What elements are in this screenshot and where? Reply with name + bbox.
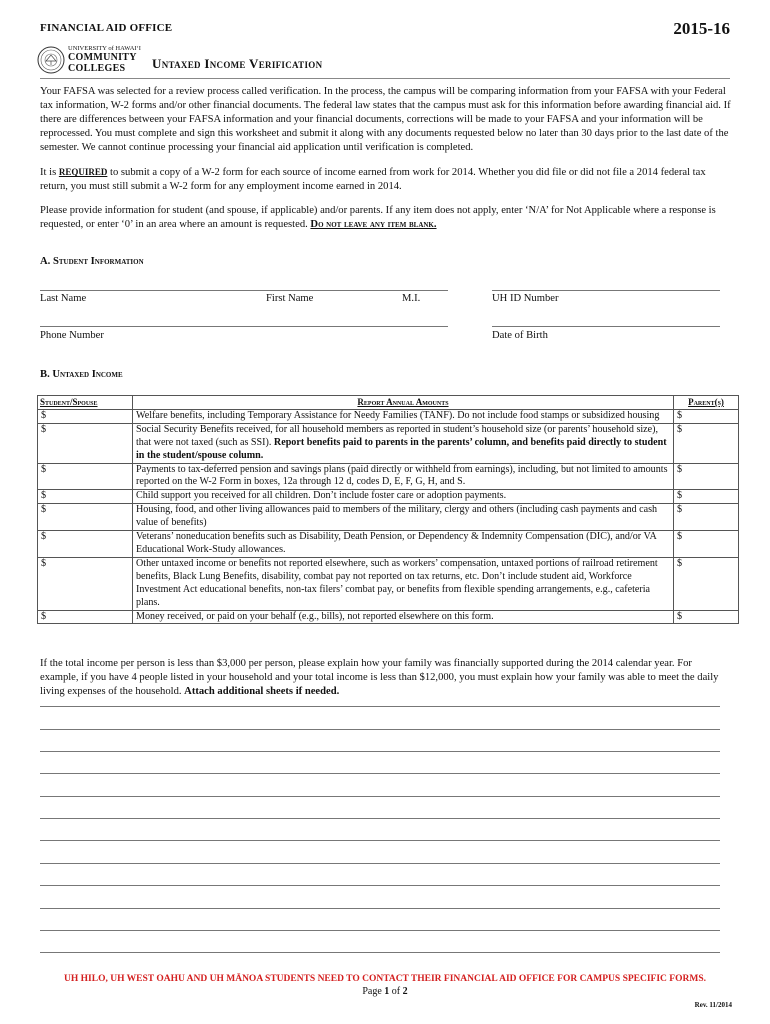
parent-amount-cell[interactable]: $ — [674, 557, 739, 610]
explanation-line[interactable] — [40, 840, 720, 841]
explanation-line[interactable] — [40, 952, 720, 953]
phone-line[interactable] — [40, 326, 448, 327]
student-amount-cell[interactable]: $ — [38, 463, 133, 490]
phone-label: Phone Number — [40, 330, 104, 341]
dob-label: Date of Birth — [492, 330, 548, 341]
attach-sheets-emphasis: Attach additional sheets if needed. — [184, 686, 340, 697]
w2-text-rest: to submit a copy of a W-2 form for each source of income earned from work for 2014. Whether you did file or did not file a 2014 federal tax return, you must still submit a W-2 form for any employment income earned in 2014. — [40, 167, 706, 192]
parent-amount-cell[interactable]: $ — [674, 490, 739, 504]
support-explanation-text: If the total income per person is less than $3,000 per person, please explain how your family was financially supported during the 2014 calendar year. For example, if you have 4 people listed in your household and your total income is less than $12,000, you must explain how your family was able to meet the daily living expenses of the household. — [40, 658, 719, 697]
instructions-text: Please provide information for student (and spouse, if applicable) and/or parents. If any item does not apply, enter ‘N/A’ for Not Applicable where a response is requested, or enter ‘0’ in an area where an amount is requested. — [40, 205, 716, 230]
parent-amount-cell[interactable]: $ — [674, 504, 739, 531]
header-divider — [40, 78, 730, 79]
income-description: Veterans’ noneducation benefits such as Disability, Death Pension, or Dependency & Indemnity Compensation (DIC), and/or VA Educational Work-Study allowances. — [133, 531, 674, 558]
income-description: Welfare benefits, including Temporary Assistance for Needy Families (TANF). Do not include food stamps or subsidized housing — [133, 409, 674, 423]
student-spouse-column-header: Student/Spouse — [38, 396, 133, 410]
student-amount-cell[interactable]: $ — [38, 504, 133, 531]
student-amount-cell[interactable]: $ — [38, 490, 133, 504]
mi-label: M.I. — [402, 293, 421, 304]
explanation-line[interactable] — [40, 818, 720, 819]
form-title: Untaxed Income Verification — [152, 56, 323, 71]
explanation-line[interactable] — [40, 885, 720, 886]
parent-amount-cell[interactable]: $ — [674, 409, 739, 423]
table-row — [38, 463, 739, 490]
required-emphasis: REQUIRED — [58, 167, 108, 177]
university-seal-icon — [37, 46, 65, 74]
first-name-label: First Name — [266, 293, 314, 304]
w2-requirement-paragraph — [40, 165, 732, 194]
logo-colleges-text: COLLEGES — [68, 63, 126, 74]
do-not-leave-blank-emphasis: Do not leave any item blank. — [310, 219, 437, 230]
table-row — [38, 504, 739, 531]
last-first-mi-line[interactable] — [40, 290, 448, 291]
table-row — [38, 531, 739, 558]
parent-amount-cell[interactable]: $ — [674, 610, 739, 624]
explanation-line[interactable] — [40, 751, 720, 752]
award-year: 2015-16 — [673, 19, 730, 38]
table-row — [38, 423, 739, 463]
uh-community-colleges-logo — [37, 45, 141, 77]
explanation-line[interactable] — [40, 729, 720, 730]
section-b-heading: B. Untaxed Income — [40, 369, 123, 380]
parents-column-header: Parent(s) — [674, 396, 739, 410]
logo-university-text: UNIVERSITY of HAWAIʻI — [68, 45, 141, 52]
income-description: Housing, food, and other living allowances paid to members of the military, clergy and others (including cash payments and cash value of benefits) — [133, 504, 674, 531]
section-a-heading: A. Student Information — [40, 256, 144, 267]
explanation-line[interactable] — [40, 796, 720, 797]
uh-id-line[interactable] — [492, 290, 720, 291]
explanation-line[interactable] — [40, 863, 720, 864]
support-explanation-paragraph — [40, 657, 732, 699]
table-header-row — [38, 396, 739, 410]
untaxed-income-table — [37, 395, 739, 624]
office-name: FINANCIAL AID OFFICE — [40, 22, 173, 34]
parent-amount-cell[interactable]: $ — [674, 423, 739, 463]
explanation-line[interactable] — [40, 930, 720, 931]
page-of: of — [389, 986, 403, 997]
explanation-line[interactable] — [40, 773, 720, 774]
student-amount-cell[interactable]: $ — [38, 409, 133, 423]
student-amount-cell[interactable]: $ — [38, 610, 133, 624]
page-current: 1 — [384, 986, 390, 997]
parent-amount-cell[interactable]: $ — [674, 531, 739, 558]
income-description-text: Social Security Benefits received, for all household members as reported in student’s household size (or parents’ household size), that were not taxed (such as SSI). — [136, 423, 659, 448]
dob-line[interactable] — [492, 326, 720, 327]
page-number — [0, 986, 770, 997]
income-description: Other untaxed income or benefits not reported elsewhere, such as workers’ compensation, untaxed portions of railroad retirement benefits, Black Lung Benefits, disability, combat pay not reported on tax returns, etc. Don’t include student aid, Workforce Investment Act educational benefits, non-tax filers’ combat pay, or benefits from flexible spending arrangements, e.g., cafeteria plans. — [133, 557, 674, 610]
report-amounts-column-header: Report Annual Amounts — [133, 396, 674, 410]
income-description: Child support you received for all children. Don’t include foster care or adoption payments. — [133, 490, 674, 504]
table-row — [38, 557, 739, 610]
parent-amount-cell[interactable]: $ — [674, 463, 739, 490]
income-description — [133, 423, 674, 463]
explanation-line[interactable] — [40, 908, 720, 909]
logo-community-text: COMMUNITY — [68, 52, 137, 63]
income-description: Money received, or paid on your behalf (e.g., bills), not reported elsewhere on this form. — [133, 610, 674, 624]
campus-forms-notice: UH HILO, UH WEST OAHU AND UH MĀNOA STUDENTS NEED TO CONTACT THEIR FINANCIAL AID OFFICE FOR CAMPUS SPECIFIC FORMS. — [64, 974, 706, 984]
page-total: 2 — [402, 986, 408, 997]
student-amount-cell[interactable]: $ — [38, 423, 133, 463]
student-amount-cell[interactable]: $ — [38, 531, 133, 558]
table-row — [38, 610, 739, 624]
explanation-line[interactable] — [40, 706, 720, 707]
table-row — [38, 409, 739, 423]
w2-text-start: It is — [40, 167, 59, 178]
income-description: Payments to tax-deferred pension and savings plans (paid directly or withheld from earnings), including, but not limited to amounts reported on the W-2 Form in boxes, 12a through 12 d, codes D, E, F, G, H, and S. — [133, 463, 674, 490]
intro-paragraph: Your FAFSA was selected for a review process called verification. In the process, the campus will be comparing information from your FAFSA with your Federal tax information, W-2 forms and/or other financial documents. The federal law states that the campus must ask for this information before awarding financial aid. If there are differences between your FAFSA information and your financial documents, corrections will be made to your FAFSA and your information will be reprocessed. You must complete and sign this worksheet and submit it along with any documents requested below no later than 30 days prior to the last date of the semester. We cannot continue processing your financial aid application until verification is completed. — [40, 86, 731, 153]
instructions-paragraph — [40, 204, 732, 232]
last-name-label: Last Name — [40, 293, 87, 304]
student-amount-cell[interactable]: $ — [38, 557, 133, 610]
income-description-emphasis: Report benefits paid to parents in the parents’ column, and benefits paid directly to student in the student/spouse column. — [136, 436, 667, 461]
uh-id-label: UH ID Number — [492, 293, 559, 304]
revision-date: Rev. 11/2014 — [694, 1001, 732, 1009]
table-row — [38, 490, 739, 504]
page-prefix: Page — [362, 986, 385, 997]
